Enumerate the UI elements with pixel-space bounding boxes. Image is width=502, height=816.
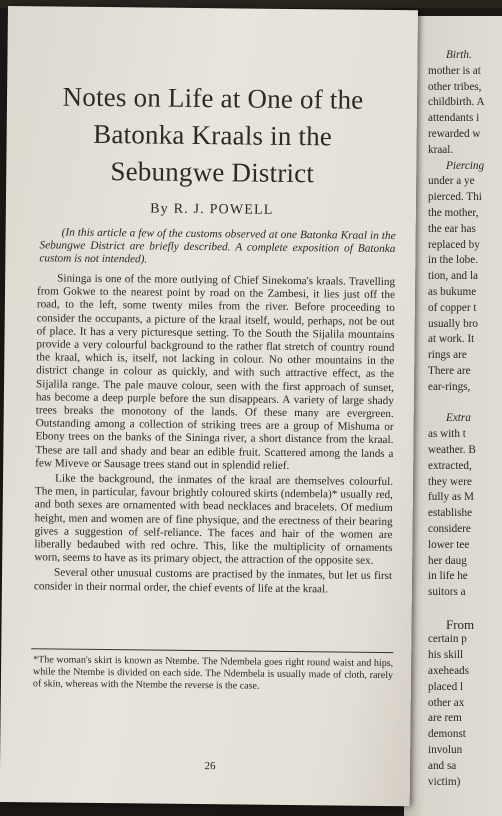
facing-page-line: the ear has — [428, 222, 476, 235]
facing-page-line: fully as M — [428, 491, 474, 504]
facing-page-line: attendants i — [428, 112, 480, 125]
facing-page-line — [428, 601, 502, 617]
facing-page-line: are rem — [428, 712, 462, 725]
facing-page-line: axeheads — [428, 665, 469, 678]
facing-page-line: lower tee — [428, 538, 470, 551]
facing-page-line: in the lobe. — [428, 254, 479, 267]
facing-page-line: Extra — [446, 412, 471, 425]
facing-page-line: Piercing — [446, 159, 485, 172]
facing-page-line: extracted, — [428, 459, 472, 472]
facing-page-line: considere — [428, 522, 471, 535]
facing-page-line: his skill — [428, 649, 464, 662]
facing-page-line: the mother, — [428, 206, 479, 219]
facing-page-line: kraal. — [428, 143, 454, 156]
facing-page-line: rewarded w — [428, 127, 481, 140]
facing-page-line: weather. B — [428, 443, 476, 456]
facing-page-line: and sa — [428, 759, 457, 772]
facing-page-line: replaced by — [428, 238, 480, 251]
facing-page-line: they were — [428, 475, 472, 488]
facing-page — [404, 16, 502, 816]
article-body — [34, 272, 395, 599]
body-paragraph: Sininga is one of the more outlying of Chief Sinekoma's kraals. Travelling from Gokwe to the nearest point by road on the Zambesi, it lies just off the road, to the left, some twenty miles from the river. Before proceeding to consider the occupants, a picture of the kraal itself, would, perhaps, not be out of place. It has a very picturesque setting. To the South the Sijalila mountains provide a very colourful background to the rather flat stretch of country round the kraal, which is, itself, not lacking in colour. No other mountains in the district change in colour as quickly, and with such attractive effect, as the Sijalila range. The pale mauve colour, seen with the first approach of sunset, has become a deep purple before the sun disappears. A variety of large shady trees breaks the monotony of the lands. Of these many are evergreen. Outstanding among a collection of striking trees are a group of Mishuma or Ebony trees on the banks of the Sininga river, a short distance from the kraal. These are tall and shady and bear an edible fruit. Scattered among the lands a few Miveve or Sausage trees stand out in splendid relief. — [35, 272, 396, 472]
facing-page-line: involun — [428, 744, 463, 757]
facing-page-line: of copper t — [428, 301, 477, 314]
facing-page-line: mother is at — [428, 64, 481, 77]
footnote: *The woman's skirt is known as Ntembe. The Ndembela goes right round waist and hips, while the Ntembe is divided on each side. The Ndembela is usually made of cloth, rarely of skin, whereas with the Ntembe the reverse is the case. — [32, 654, 394, 692]
facing-page-line: her daug — [428, 554, 467, 567]
intro-note: (In this article a few of the customs observed at one Batonka Kraal in the Sebungwe District are briefly described. A complete exposition of Batonka custom is not intended). — [39, 226, 396, 266]
facing-page-line: at work. It — [428, 333, 475, 346]
facing-page-line: usually bro — [428, 317, 479, 330]
facing-page-line: childbirth. A — [428, 96, 485, 109]
facing-page-line: other tribes, — [428, 80, 482, 93]
facing-page-line: tion, and la — [428, 270, 479, 283]
page-number: 26 — [204, 760, 216, 773]
facing-page-line: under a ye — [428, 175, 475, 188]
facing-page-line: as bukume — [428, 285, 477, 298]
facing-page-line: in life he — [428, 570, 468, 583]
facing-page-line: rings are — [428, 349, 467, 362]
facing-page-line: There are — [428, 364, 471, 377]
title-line: Notes on Life at One of the — [62, 81, 364, 115]
facing-page-line: victim) — [428, 775, 461, 788]
facing-page-line: Birth. — [446, 49, 472, 61]
facing-page-line: placed l — [428, 680, 464, 693]
title-line: Batonka Kraals in the — [93, 118, 333, 152]
byline: By R. J. POWELL — [150, 201, 274, 218]
facing-page-line: From — [446, 616, 475, 632]
facing-page-line: certain p — [428, 633, 467, 646]
title-line: Sebungwe District — [110, 156, 315, 189]
facing-page-line — [428, 396, 502, 412]
facing-page-line: suitors a — [428, 586, 466, 599]
facing-page-text — [428, 48, 502, 790]
footnote-divider — [31, 648, 393, 653]
facing-page-line: pierced. Thi — [428, 191, 482, 204]
body-paragraph: Several other unusual customs are practised by the inmates, but let us first consider in their normal order, the chief events of life at the kraal. — [33, 566, 393, 596]
facing-page-line: ear-rings, — [428, 380, 471, 393]
facing-page-line: establishe — [428, 507, 473, 520]
facing-page-line: as with t — [428, 428, 466, 441]
facing-page-line: other ax — [428, 696, 465, 709]
article-title — [32, 78, 393, 193]
facing-page-line: demonst — [428, 728, 466, 741]
body-paragraph: Like the background, the inmates of the kraal are themselves colourful. The men, in particular, favour brightly coloured skirts (ndembela)* usually red, and both sexes are ornamented with bead necklaces and bracelets. Of medium height, men and women are of fine physique, and the erectness of their bearing gives a suggestion of self-reliance. The faces and hair of the women are liberally bedaubed with red ochre. This, like the multiplicity of ornaments worn, seems to have as its primary object, the attraction of the opposite sex. — [34, 472, 394, 568]
article-page — [0, 6, 418, 806]
